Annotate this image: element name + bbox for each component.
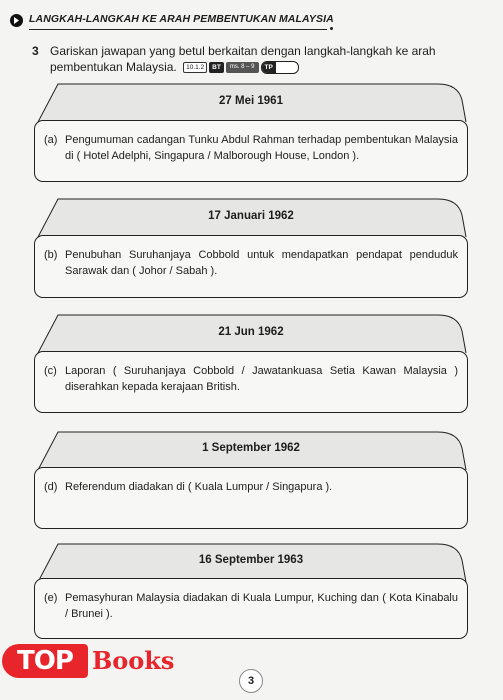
bt-tag: BT — [209, 62, 224, 73]
date-label: 17 Januari 1962 — [208, 210, 294, 222]
page-number: 3 — [239, 669, 263, 693]
question-text — [50, 43, 480, 75]
question-instruction: Gariskan jawapan yang betul berkaitan dengan langkah-langkah ke arah pembentukan Malaysia. — [50, 44, 436, 74]
tp-input[interactable] — [276, 62, 298, 73]
item-text[interactable]: Referendum diadakan di ( Kuala Lumpur / Singapura ). — [65, 481, 333, 493]
question-number: 3 — [32, 44, 39, 58]
watermark-books: Books — [92, 646, 175, 675]
date-label: 21 Jun 1962 — [218, 326, 284, 338]
item-statement — [44, 590, 458, 622]
item-label: (c) — [44, 365, 57, 377]
item-label: (d) — [44, 481, 58, 493]
item-statement — [44, 132, 458, 164]
page-ref-tag: ms. 8 – 9 — [226, 62, 259, 73]
header-underline — [29, 29, 327, 30]
item-statement — [44, 479, 458, 495]
item-text[interactable]: Pemasyhuran Malaysia diadakan di Kuala Lumpur, Kuching dan ( Kota Kinabalu / Brunei ). — [65, 592, 458, 620]
tp-tag — [261, 61, 299, 74]
watermark-top: TOP — [2, 644, 88, 678]
topbooks-watermark-logo — [0, 644, 180, 680]
item-statement — [44, 247, 458, 279]
header-dot — [330, 27, 333, 30]
item-label: (a) — [44, 134, 58, 146]
section-title: LANGKAH-LANGKAH KE ARAH PEMBENTUKAN MALAYSIA — [29, 13, 334, 25]
answer-box — [34, 578, 468, 639]
section-header — [10, 12, 480, 32]
item-label: (b) — [44, 249, 58, 261]
arrow-right-icon — [10, 14, 23, 27]
date-label: 1 September 1962 — [202, 442, 300, 454]
standard-code-tag: 10.1.2 — [183, 62, 207, 73]
date-label: 16 September 1963 — [198, 554, 304, 566]
answer-box — [34, 467, 468, 529]
date-label: 27 Mei 1961 — [219, 95, 283, 107]
item-statement — [44, 363, 458, 395]
answer-box — [34, 351, 468, 413]
tp-label: TP — [262, 62, 276, 73]
item-text[interactable]: Pengumuman cadangan Tunku Abdul Rahman terhadap pembentukan Malaysia di ( Hotel Adelphi, Singapura / Malborough House, London ). — [65, 134, 458, 162]
question-tags — [183, 61, 299, 74]
item-text[interactable]: Penubuhan Suruhanjaya Cobbold untuk mendapatkan pendapat penduduk Sarawak dan ( Johor / Sabah ). — [65, 249, 458, 277]
answer-box — [34, 120, 468, 182]
answer-box — [34, 235, 468, 298]
item-text[interactable]: Laporan ( Suruhanjaya Cobbold / Jawatankuasa Setia Kawan Malaysia ) diserahkan kepada kerajaan British. — [65, 365, 458, 393]
item-label: (e) — [44, 592, 58, 604]
